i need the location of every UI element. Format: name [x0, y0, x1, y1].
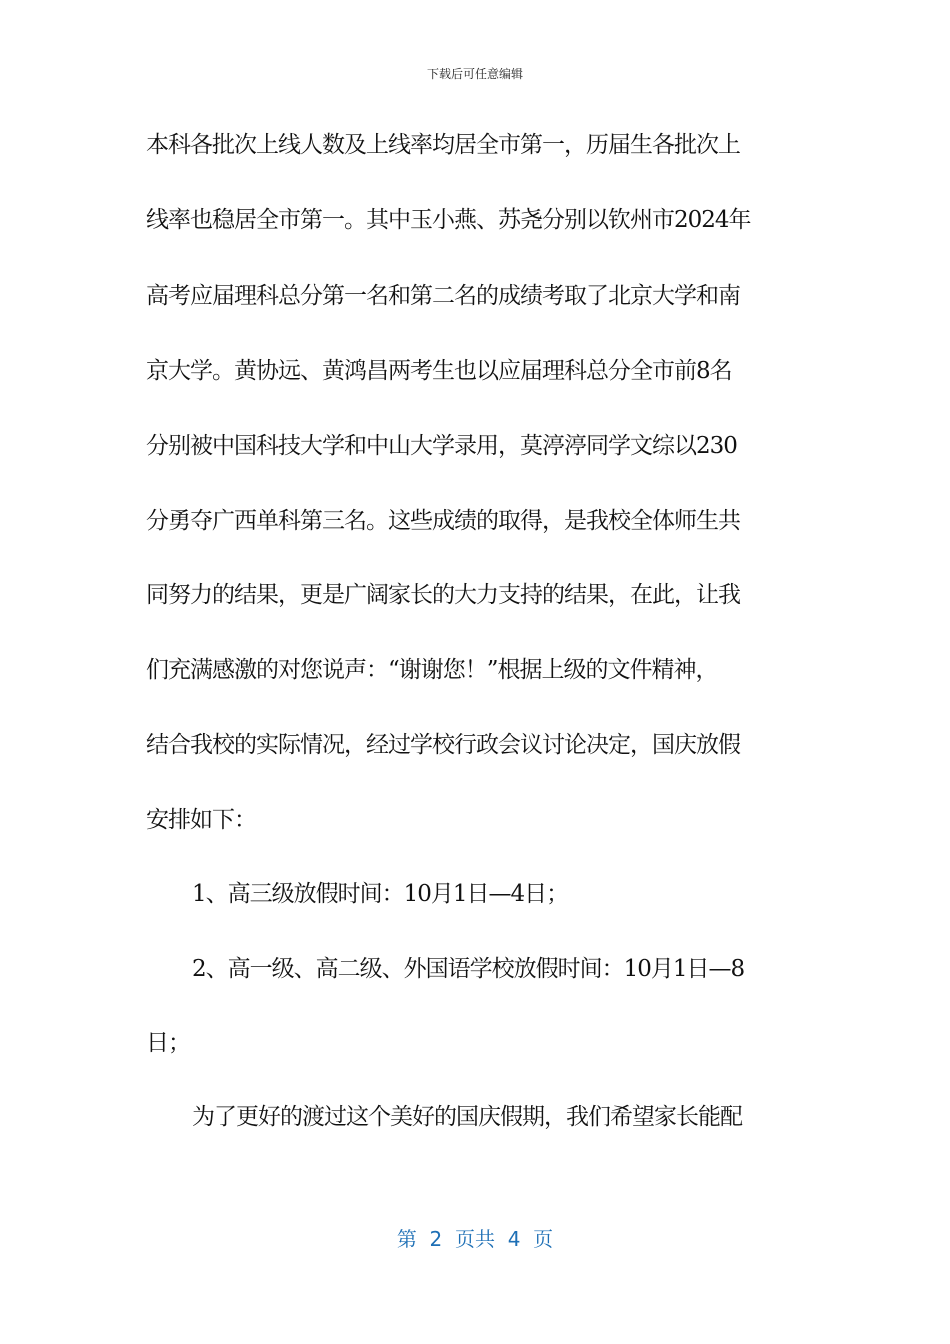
page-header: 下载后可任意编辑 [426, 67, 523, 81]
page-number: 第 2 页共 4 页 [396, 1227, 554, 1251]
text-line: 京大学。黄协远、黄鸿昌两考生也以应届理科总分全市前8名 [146, 358, 732, 384]
text-line: 为了更好的渡过这个美好的国庆假期，我们希望家长能配 [192, 1104, 742, 1130]
text-line: 日； [146, 1030, 190, 1056]
text-line: 2、高一级、高二级、外国语学校放假时间：10月1日—8 [192, 956, 745, 982]
text-line: 同努力的结果，更是广阔家长的大力支持的结果，在此，让我 [146, 582, 740, 608]
text-line: 结合我校的实际情况，经过学校行政会议讨论决定，国庆放假 [146, 732, 740, 758]
text-line: 高考应届理科总分第一名和第二名的成绩考取了北京大学和南 [146, 283, 740, 309]
text-line: 线率也稳居全市第一。其中玉小燕、苏尧分别以钦州市2024年 [146, 207, 751, 233]
text-line: 分勇夺广西单科第三名。这些成绩的取得，是我校全体师生共 [146, 508, 740, 534]
text-line: 们充满感激的对您说声：“谢谢您！”根据上级的文件精神， [146, 657, 718, 683]
text-line: 分别被中国科技大学和中山大学录用，莫渟渟同学文综以230 [146, 433, 737, 459]
text-line: 本科各批次上线人数及上线率均居全市第一，历届生各批次上 [146, 132, 740, 158]
text-line: 1、高三级放假时间：10月1日—4日； [192, 881, 569, 907]
text-line: 安排如下： [146, 807, 256, 833]
